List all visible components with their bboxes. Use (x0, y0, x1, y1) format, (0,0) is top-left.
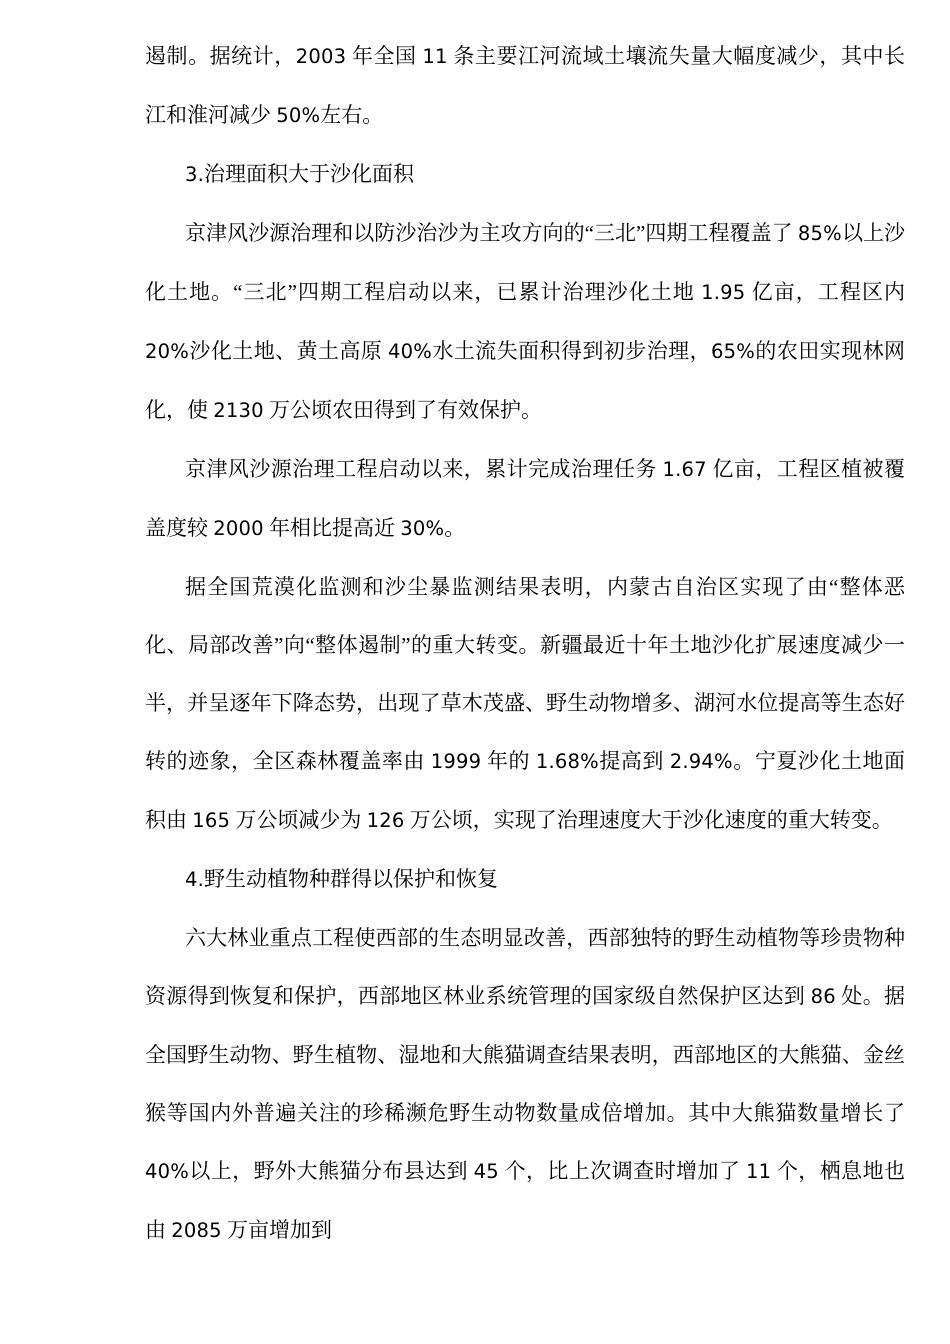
paragraph-continuation: 遏制。据统计，2003 年全国 11 条主要江河流域土壤流失量大幅度减少，其中长江和淮河减少 50%左右。 (145, 44, 906, 127)
paragraph: 京津风沙源治理和以防沙治沙为主攻方向的“三北”四期工程覆盖了 85%以上沙化土地。“三北”四期工程启动以来，已累计治理沙化土地 1.95 亿亩，工程区内 20%沙化土地、黄土高原 40%水土流失面积得到初步治理，65%的农田实现林网化，使 2130 万公顷农田得到了有效保护。 (145, 221, 906, 422)
paragraph: 京津风沙源治理工程启动以来，累计完成治理任务 1.67 亿亩，工程区植被覆盖度较 2000 年相比提高近 30%。 (145, 457, 906, 540)
section-heading-3: 3.治理面积大于沙化面积 (185, 162, 415, 186)
paragraph: 据全国荒漠化监测和沙尘暴监测结果表明，内蒙古自治区实现了由“整体恶化、局部改善”向“整体遏制”的重大转变。新疆最近十年土地沙化扩展速度减少一半，并呈逐年下降态势，出现了草木茂盛、野生动物增多、湖河水位提高等生态好转的迹象，全区森林覆盖率由 1999 年的 1.68%提高到 2.94%。宁夏沙化土地面积由 165 万公顷减少为 126 万公顷，实现了治理速度大于沙化速度的重大转变。 (145, 575, 906, 832)
paragraph: 六大林业重点工程使西部的生态明显改善，西部独特的野生动植物等珍贵物种资源得到恢复和保护，西部地区林业系统管理的国家级自然保护区达到 86 处。据全国野生动物、野生植物、湿地和大熊猫调查结果表明，西部地区的大熊猫、金丝猴等国内外普遍关注的珍稀濒危野生动物数量成倍增加。其中大熊猫数量增长了 40%以上，野外大熊猫分布县达到 45 个，比上次调查时增加了 11 个，栖息地也由 2085 万亩增加到 (145, 926, 906, 1242)
section-heading-4: 4.野生动植物种群得以保护和恢复 (185, 867, 499, 891)
document-body (145, 0, 905, 1260)
